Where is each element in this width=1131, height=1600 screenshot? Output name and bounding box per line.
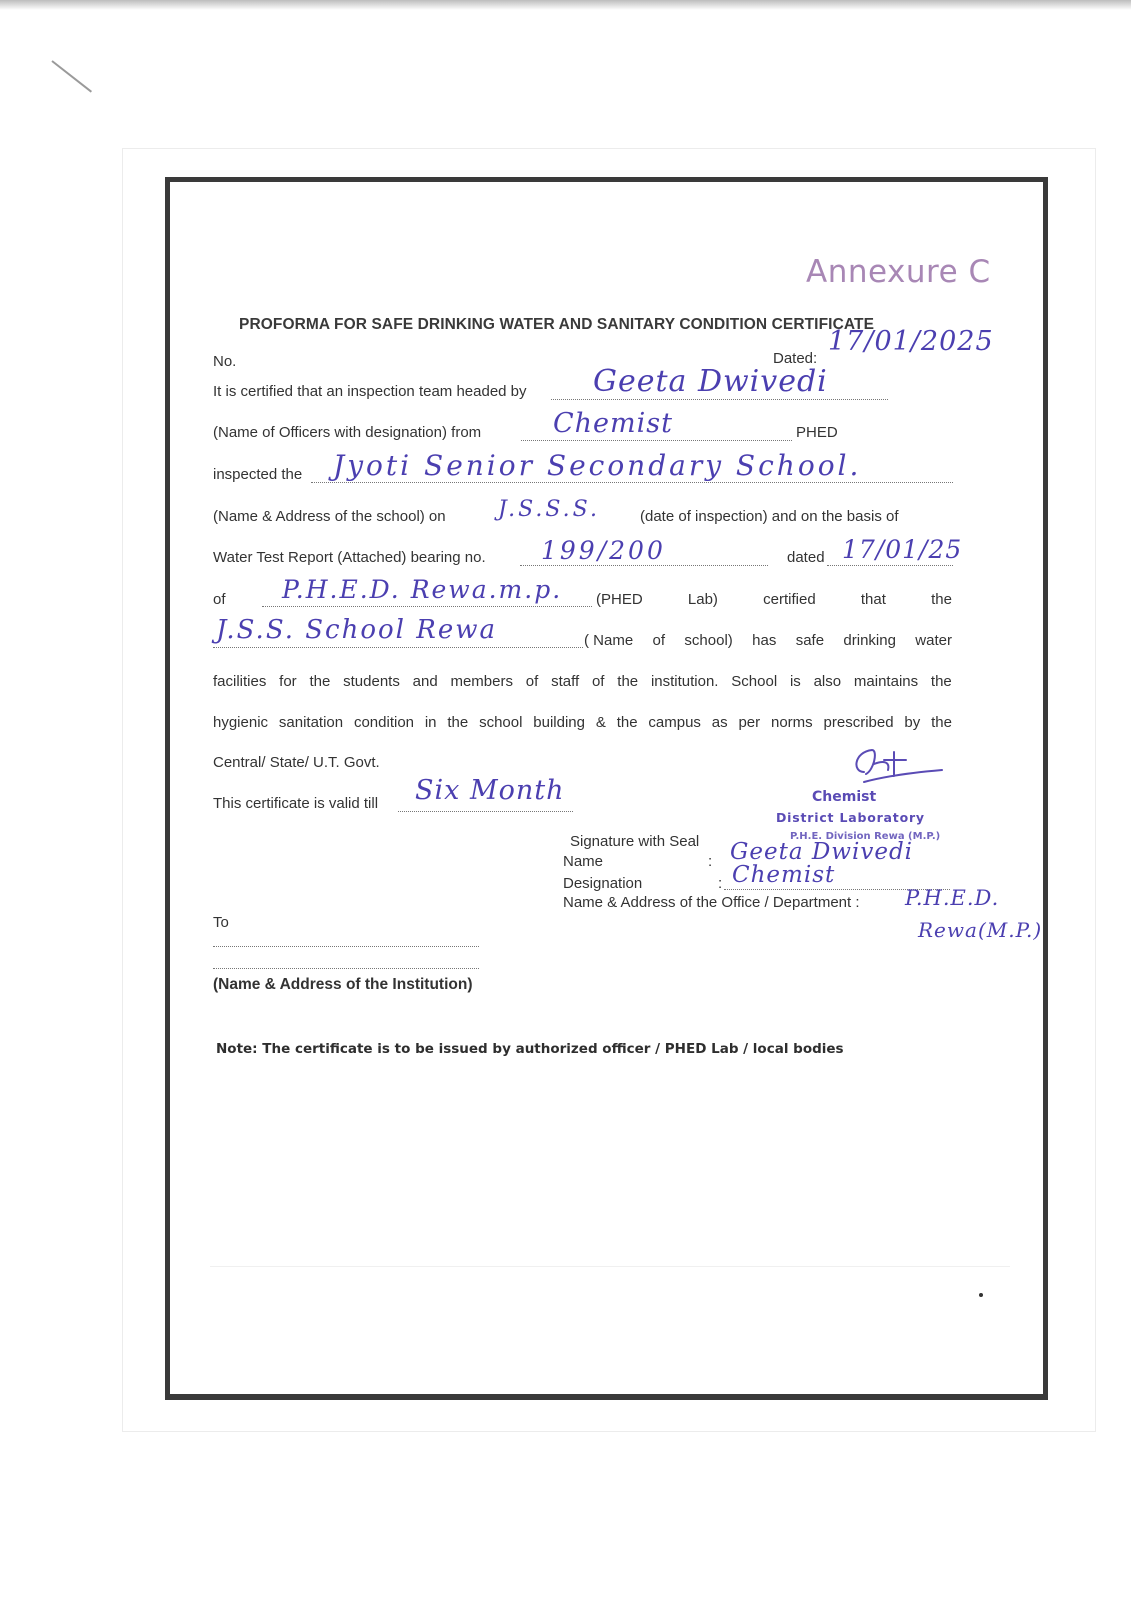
report-dated-line	[827, 565, 953, 566]
designation-colon: :	[718, 875, 723, 892]
certificate-title: PROFORMA FOR SAFE DRINKING WATER AND SANITARY CONDITION CERTIFICATE	[239, 316, 875, 333]
faint-rule	[210, 1266, 1010, 1267]
note-text: Note: The certificate is to be issued by authorized officer / PHED Lab / local bodies	[216, 1041, 844, 1057]
valid-line	[398, 811, 573, 812]
scan-edge-shadow	[0, 0, 1131, 10]
lab-line	[262, 606, 592, 607]
address-value: J.S.S.S.	[498, 497, 600, 522]
headed-by-line	[551, 399, 888, 400]
word: the	[447, 714, 469, 731]
word: institution.	[650, 673, 719, 690]
word: building	[533, 714, 585, 731]
report-dated-label: dated	[787, 549, 825, 566]
word: and	[412, 673, 438, 690]
report-no-line	[520, 565, 768, 566]
dated-label: Dated:	[773, 350, 818, 367]
school-value: Jyoti Senior Secondary School.	[333, 449, 862, 482]
word: students	[343, 673, 400, 690]
lab-suffix	[596, 591, 952, 608]
inspection-prefix: It is certified that an inspection team headed by	[213, 383, 527, 400]
word: school	[479, 714, 523, 731]
word: of	[591, 673, 605, 690]
school-name-line	[213, 647, 583, 648]
hygienic-line	[213, 714, 952, 731]
lab-value: P.H.E.D. Rewa.m.p.	[282, 575, 563, 604]
suffix-word: ( Name	[584, 632, 634, 649]
address-suffix: (date of inspection) and on the basis of	[640, 508, 899, 525]
lab-suffix-word: Lab)	[687, 591, 718, 608]
word: norms	[771, 714, 813, 731]
word: also	[813, 673, 842, 690]
to-line-1	[213, 946, 479, 947]
word: the	[931, 714, 952, 731]
word: as	[711, 714, 728, 731]
word: maintains	[853, 673, 919, 690]
suffix-word: drinking	[843, 632, 896, 649]
lab-suffix-word: (PHED	[596, 591, 643, 608]
seal-line-2: District Laboratory	[776, 810, 925, 825]
designation-label: Designation	[563, 875, 643, 892]
word: for	[279, 673, 297, 690]
suffix-word: school)	[684, 632, 733, 649]
headed-by-value: Geeta Dwivedi	[593, 364, 828, 399]
name-colon: :	[708, 853, 713, 870]
inspected-line	[311, 482, 953, 483]
seal-line-3: P.H.E. Division Rewa (M.P.)	[790, 831, 941, 842]
seal-line-1: Chemist	[812, 789, 877, 805]
central-line: Central/ State/ U.T. Govt.	[213, 754, 380, 771]
word: condition	[353, 714, 414, 731]
word: prescribed	[823, 714, 894, 731]
name-value: Geeta Dwivedi	[730, 839, 914, 865]
lab-suffix-word: certified	[763, 591, 816, 608]
suffix-word: has	[752, 632, 777, 649]
office-value-2: Rewa(M.P.)	[918, 918, 1043, 942]
word: the	[309, 673, 331, 690]
word: School	[731, 673, 778, 690]
word: in	[424, 714, 437, 731]
inspected-prefix: inspected the	[213, 466, 303, 483]
no-label: No.	[213, 353, 237, 370]
suffix-word: safe	[795, 632, 825, 649]
word: of	[525, 673, 539, 690]
word: is	[789, 673, 801, 690]
to-label: To	[213, 914, 229, 931]
of-label: of	[213, 591, 226, 608]
lab-suffix-word: the	[931, 591, 952, 608]
word: the	[617, 673, 639, 690]
lab-suffix-word: that	[860, 591, 886, 608]
school-name-suffix	[584, 632, 952, 649]
word: the	[616, 714, 638, 731]
word: the	[930, 673, 952, 690]
valid-prefix: This certificate is valid till	[213, 795, 379, 812]
speck	[979, 1293, 983, 1297]
signature-mark	[844, 742, 944, 794]
report-prefix: Water Test Report (Attached) bearing no.	[213, 549, 486, 566]
designation-value: Chemist	[732, 862, 836, 888]
word: hygienic	[213, 714, 269, 731]
word: facilities	[213, 673, 267, 690]
name-label: Name	[563, 853, 604, 870]
suffix-word: water	[915, 632, 952, 649]
officers-value: Chemist	[553, 408, 673, 439]
valid-value: Six Month	[415, 775, 565, 806]
staple-mark	[51, 60, 92, 92]
phed-label: PHED	[796, 424, 838, 441]
word: campus	[648, 714, 701, 731]
word: staff	[551, 673, 580, 690]
officers-line	[521, 440, 792, 441]
word: by	[904, 714, 921, 731]
office-value-1: P.H.E.D.	[905, 886, 1000, 910]
annexure-label: Annexure C	[806, 254, 991, 290]
suffix-word: of	[652, 632, 666, 649]
report-no-value: 199/200	[541, 536, 666, 565]
officers-prefix: (Name of Officers with designation) from	[213, 424, 482, 441]
seal-label: Signature with Seal	[570, 833, 700, 850]
word: per	[738, 714, 761, 731]
school-name-value: J.S.S. School Rewa	[216, 615, 497, 645]
dated-value: 17/01/2025	[828, 326, 994, 357]
institution-label: (Name & Address of the Institution)	[213, 976, 473, 993]
report-dated-value: 17/01/25	[842, 535, 963, 564]
word: members	[450, 673, 513, 690]
office-label: Name & Address of the Office / Department :	[563, 894, 860, 911]
address-prefix: (Name & Address of the school) on	[213, 508, 446, 525]
to-line-2	[213, 968, 479, 969]
word: sanitation	[278, 714, 344, 731]
word: &	[595, 714, 606, 731]
facilities-line	[213, 673, 952, 690]
